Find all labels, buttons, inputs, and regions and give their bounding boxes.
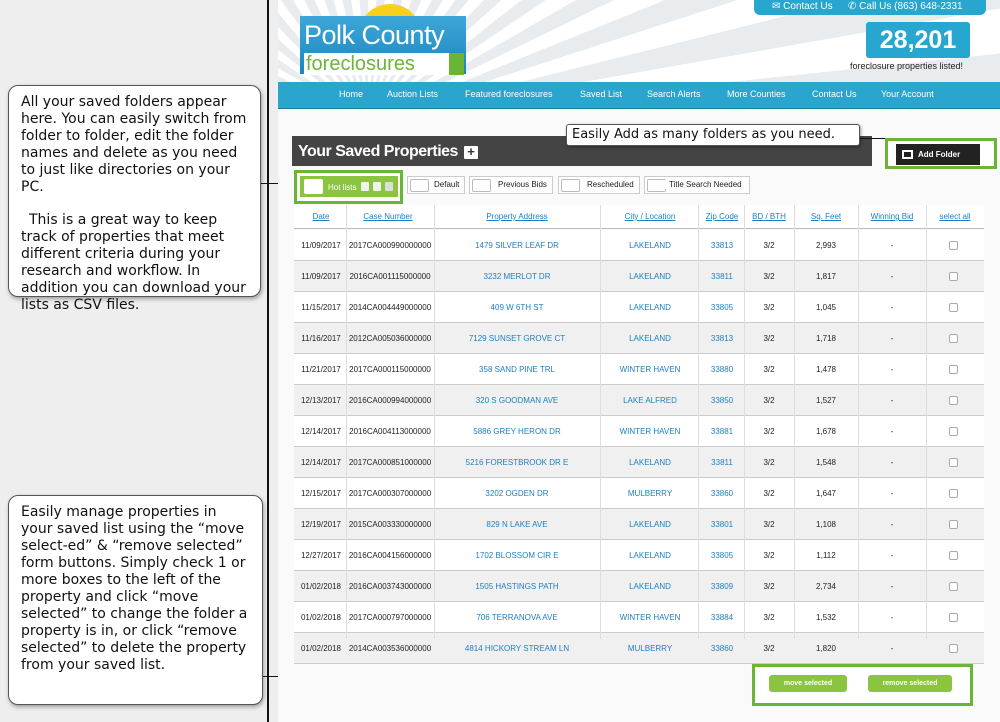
folder-tab-highlight [294,170,403,204]
cell-address[interactable]: 706 TERRANOVA AVE [476,613,558,622]
folder-tab-rescheduled[interactable]: Rescheduled [558,176,640,194]
cell-date: 11/09/2017 [301,272,341,281]
cell-case: 2017CA000115000000 [349,365,431,374]
add-folder-button[interactable]: Add Folder [896,144,980,165]
cell-zip[interactable]: 33884 [710,613,734,622]
cell-zip[interactable]: 33813 [710,334,734,343]
cell-bdbth: 3/2 [763,396,775,405]
cell-city[interactable]: MULBERRY [627,489,673,498]
site-window [278,0,1000,722]
cell-date: 01/02/2018 [300,613,342,622]
cell-sqft: 1,532 [815,613,837,622]
edit-icon[interactable] [361,182,369,191]
call-us-link[interactable]: ✆ Call Us (863) 648-2331 [848,1,963,12]
row-select-checkbox[interactable] [949,458,958,467]
cell-case: 2014CA004449000000 [348,303,432,312]
cell-bid: - [890,520,894,529]
col-sq-feet[interactable]: Sq. Feet [810,212,842,221]
divider-line [267,0,269,722]
cell-address[interactable]: 7129 SUNSET GROVE CT [468,334,566,343]
action-buttons-highlight [752,664,973,706]
cell-city[interactable]: LAKELAND [629,458,671,467]
cell-bid: - [890,582,894,591]
folder-icon [902,150,913,159]
cell-city[interactable]: LAKELAND [629,272,671,281]
cell-bid: - [890,644,894,653]
cell-bdbth: 3/2 [763,458,775,467]
cell-bdbth: 3/2 [763,241,775,250]
row-select-checkbox[interactable] [949,520,958,529]
row-select-checkbox[interactable] [949,365,958,374]
cell-bid: - [890,458,894,467]
cell-sqft: 1,045 [815,303,837,312]
col-zip-code[interactable]: Zip Code [705,212,739,221]
cell-date: 01/02/2018 [300,582,342,591]
cell-zip[interactable]: 33860 [710,489,734,498]
cell-city[interactable]: WINTER HAVEN [619,365,681,374]
cell-bdbth: 3/2 [763,303,775,312]
col-bd-bth[interactable]: BD / BTH [752,212,786,221]
download-csv-icon[interactable] [373,182,381,191]
callout-folders-text-1: All your saved folders appear here. You can easily switch from folder to folder, edit the folder names and delete as you need to just like directories on your PC. [21,94,247,195]
select-all-link[interactable]: select all [939,212,971,221]
cell-date: 11/21/2017 [301,365,341,374]
cell-city[interactable]: WINTER HAVEN [619,613,681,622]
cell-bdbth: 3/2 [763,520,775,529]
cell-case: 2016CA003743000000 [348,582,432,591]
cell-city[interactable]: MULBERRY [627,644,673,653]
row-select-checkbox[interactable] [949,644,958,653]
cell-address[interactable]: 3232 MERLOT DR [483,272,551,281]
cell-sqft: 1,108 [815,520,837,529]
cell-sqft: 1,820 [815,644,837,653]
folder-icon [304,179,323,194]
property-counter: 28,201 [866,22,970,58]
cell-bid: - [890,489,894,498]
callout-manage [8,495,263,705]
cell-bdbth: 3/2 [763,582,775,591]
cell-case: 2014CA003536000000 [348,644,432,653]
cell-bdbth: 3/2 [763,334,775,343]
cell-zip[interactable]: 33811 [711,458,733,467]
cell-bdbth: 3/2 [763,489,775,498]
cell-date: 12/14/2017 [300,458,342,467]
cell-case: 2016CA004113000000 [349,427,431,436]
cell-city[interactable]: LAKELAND [629,551,671,560]
cell-bdbth: 3/2 [763,551,775,560]
envelope-icon: ✉ [772,1,781,12]
table-row [294,509,984,540]
cell-city[interactable]: LAKELAND [629,241,671,250]
property-counter-label: foreclosure properties listed! [850,61,964,71]
contact-us-link[interactable]: ✉ Contact Us [772,1,833,12]
col-winning-bid[interactable]: Winning Bid [870,212,914,221]
folder-tabs [294,170,1000,204]
cell-address[interactable]: 829 N LAKE AVE [486,520,548,529]
cell-case: 2012CA005036000000 [348,334,432,343]
table-row [294,540,984,571]
cell-bid: - [890,303,894,312]
add-folder-highlight [885,138,997,169]
cell-date: 11/16/2017 [301,334,341,343]
row-select-checkbox[interactable] [949,551,958,560]
add-folder-plus-button[interactable]: + [464,146,478,159]
add-folder-tooltip: Easily Add as many folders as you need. [566,124,860,146]
nav-search-alerts[interactable]: Search Alerts [647,89,701,99]
cell-date: 12/15/2017 [300,489,342,498]
cell-date: 01/02/2018 [300,644,342,653]
logo-text-foreclosures: foreclosures [306,53,415,75]
cell-zip[interactable]: 33860 [710,644,734,653]
cell-city[interactable]: LAKELAND [629,520,671,529]
cell-case: 2017CA000797000000 [348,613,432,622]
folder-tab-default[interactable]: Default [407,176,465,194]
cell-city[interactable]: LAKE ALFRED [623,396,677,405]
cell-city[interactable]: WINTER HAVEN [619,427,681,436]
trash-icon[interactable] [385,182,393,191]
col-case-number[interactable]: Case Number [363,212,413,221]
cell-address[interactable]: 3202 OGDEN DR [485,489,549,498]
cell-case: 2017CA000851000000 [348,458,432,467]
cell-case: 2016CA001115000000 [349,272,431,281]
cell-sqft: 1,478 [815,365,837,374]
nav-contact-us[interactable]: Contact Us [812,89,857,99]
cell-date: 11/15/2017 [301,303,341,312]
cell-zip[interactable]: 33801 [710,520,734,529]
cell-address[interactable]: 409 W 6TH ST [490,303,544,312]
cell-sqft: 2,734 [815,582,837,591]
cell-sqft: 1,112 [816,551,836,560]
folder-icon [472,179,491,192]
cell-address[interactable]: 1479 SILVER LEAF DR [475,241,559,250]
table-row [294,230,984,261]
cell-address[interactable]: 1702 BLOSSOM CIR E [475,551,559,560]
cell-address[interactable]: 1505 HASTINGS PATH [475,582,559,591]
cell-date: 11/09/2017 [301,241,341,250]
contact-bar [754,0,986,15]
cell-zip[interactable]: 33850 [710,396,734,405]
col-date[interactable]: Date [312,212,330,221]
cell-sqft: 1,548 [815,458,837,467]
cell-date: 12/14/2017 [300,427,342,436]
cell-date: 12/27/2017 [300,551,342,560]
row-select-checkbox[interactable] [949,489,958,498]
nav-featured-foreclosures[interactable]: Featured foreclosures [465,89,553,99]
folder-tab-title-search-needed[interactable]: Title Search Needed [644,176,750,194]
main-nav [278,82,1000,109]
table-row [294,261,984,292]
row-select-checkbox[interactable] [949,613,958,622]
table-row [294,602,984,633]
table-row [294,478,984,509]
cell-sqft: 1,527 [815,396,837,405]
folder-icon [410,179,429,192]
row-select-checkbox[interactable] [949,396,958,405]
page-title: Your Saved Properties [298,143,458,160]
table-row [294,323,984,354]
cell-city[interactable]: LAKELAND [629,334,671,343]
cell-bid: - [890,365,894,374]
table-row [294,292,984,323]
cell-bdbth: 3/2 [763,427,775,436]
cell-sqft: 1,678 [815,427,837,436]
cell-address[interactable]: 5886 GREY HERON DR [473,427,561,436]
table-row [294,633,984,664]
callout-folders [8,85,261,313]
cell-city[interactable]: LAKELAND [629,582,671,591]
col-property-address[interactable]: Property Address [486,212,548,221]
cell-bdbth: 3/2 [763,272,775,281]
table-row [294,416,984,447]
cell-address[interactable]: 5216 FORESTBROOK DR E [465,458,569,467]
row-select-checkbox[interactable] [949,582,958,591]
table-row [294,385,984,416]
table-row [294,571,984,602]
col-city-location[interactable]: City / Location [624,212,676,221]
tip-connector [860,138,888,139]
callout-manage-text: Easily manage properties in your saved list using the “move select-ed” & “remove selected” form buttons. Simply check 1 or more boxes to the left of the property and click “move selected” to change the folder a property is in, or click “remove selected” to delete the property from your saved list. [21,504,248,673]
cell-bid: - [890,272,894,281]
site-logo[interactable] [300,4,466,74]
table-header [294,205,984,229]
cell-date: 12/13/2017 [300,396,342,405]
cell-bid: - [890,334,894,343]
folder-tab-hot-lists[interactable]: Hot lists [300,176,398,197]
cell-zip[interactable]: 33805 [710,303,734,312]
phone-icon: ✆ [848,1,857,12]
cell-city[interactable]: LAKELAND [629,303,671,312]
cell-sqft: 1,817 [815,272,837,281]
move-selected-button[interactable]: move selected [769,675,847,692]
callout-folders-text-2: This is a great way to keep track of properties that meet different criteria during your research and workflow. In addition you can download your lists as CSV files. [21,212,246,313]
cell-case: 2017CA000990000000 [348,241,432,250]
cell-address[interactable]: 358 SAND PINE TRL [479,365,555,374]
cell-case: 2017CA000307000000 [348,489,432,498]
cell-case: 2016CA000994000000 [348,396,432,405]
cell-address[interactable]: 4814 HICKORY STREAM LN [464,644,570,653]
cell-bid: - [890,613,894,622]
cell-bid: - [890,396,894,405]
cell-case: 2016CA004156000000 [348,551,432,560]
cell-sqft: 1,647 [815,489,837,498]
cell-zip[interactable]: 33811 [711,272,733,281]
cell-date: 12/19/2017 [300,520,342,529]
row-select-checkbox[interactable] [949,303,958,312]
cell-bdbth: 3/2 [763,613,775,622]
nav-your-account[interactable]: Your Account [881,89,934,99]
cell-zip[interactable]: 33880 [710,365,734,374]
nav-home[interactable]: Home [339,89,364,99]
remove-selected-button[interactable]: remove selected [868,675,952,692]
cell-bid: - [890,427,894,436]
table-row [294,447,984,478]
row-select-checkbox[interactable] [949,427,958,436]
folder-tab-previous-bids[interactable]: Previous Bids [469,176,553,194]
folder-icon [561,179,580,192]
cell-zip[interactable]: 33805 [710,551,734,560]
cell-address[interactable]: 320 S GOODMAN AVE [475,396,559,405]
nav-auction-lists[interactable]: Auction Lists [387,89,439,99]
cell-zip[interactable]: 33813 [710,241,734,250]
nav-more-counties[interactable]: More Counties [727,89,786,99]
cell-bdbth: 3/2 [763,644,775,653]
cell-bid: - [890,551,894,560]
table-row [294,354,984,385]
cell-zip[interactable]: 33809 [710,582,734,591]
row-select-checkbox[interactable] [949,334,958,343]
cell-bid: - [890,241,894,250]
cell-case: 2015CA003330000000 [348,520,432,529]
row-select-checkbox[interactable] [949,272,958,281]
logo-text-polk-county: Polk County [304,20,445,50]
cell-bdbth: 3/2 [763,365,775,374]
row-select-checkbox[interactable] [949,241,958,250]
cell-sqft: 1,718 [815,334,837,343]
cell-zip[interactable]: 33881 [710,427,734,436]
cell-sqft: 2,993 [815,241,837,250]
nav-saved-list[interactable]: Saved List [580,89,623,99]
